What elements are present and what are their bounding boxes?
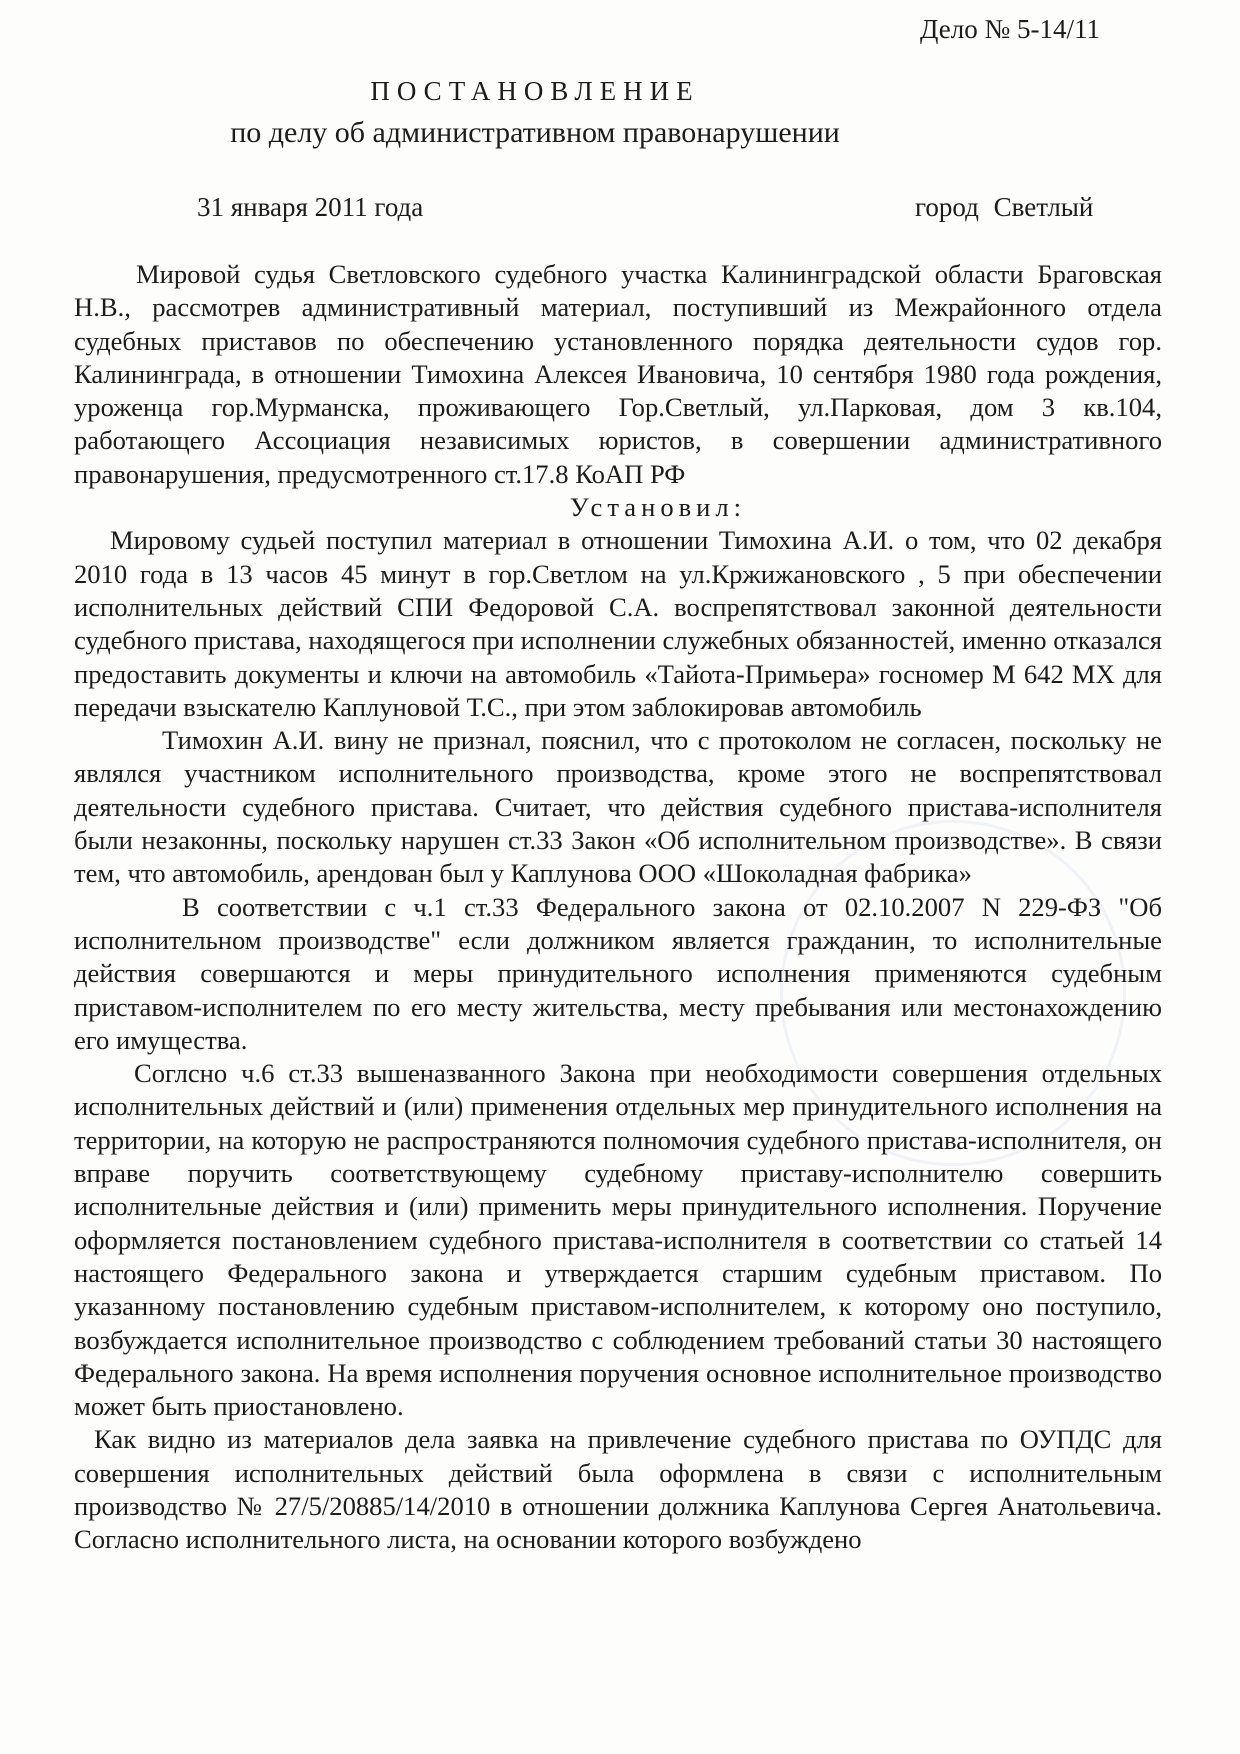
document-body xyxy=(74,258,1162,1557)
paragraph-1: Мировому судьей поступил материал в отношении Тимохина А.И. о том, что 02 декабря 2010 года в 13 часов 45 минут в гор.Светлом на ул.Кржижановского , 5 при обеспечении исполнительных действий СПИ Федоровой С.А. воспрепятствовал законной деятельности судебного пристава, находящегося при исполнении служебных обязанностей, именно отказался предоставить документы и ключи на автомобиль «Тайота-Примьера» госномер М 642 МХ для передачи взыскателю Каплуновой Т.С., при этом заблокировав автомобиль xyxy=(74,525,1162,722)
document-date: 31 января 2011 года xyxy=(197,192,424,222)
paragraph-2: Тимохин А.И. вину не признал, пояснил, что с протоколом не согласен, поскольку не являлся участником исполнительного производства, кроме этого не воспрепятствовал деятельности судебного пристава. Считает, что действия судебного пристава-исполнителя были незаконны, поскольку нарушен ст.33 Закон «Об исполнительном производстве». В связи тем, что автомобиль, арендован был у Каплунова ООО «Шоколадная фабрика» xyxy=(74,725,1162,889)
document-city: город Светлый xyxy=(915,192,1094,222)
document-subtitle: по делу об административном правонарушении xyxy=(230,116,840,149)
case-number: Дело № 5-14/11 xyxy=(920,14,1100,44)
paragraph-intro: Мировой судья Светловского судебного участка Калининградской области Браговская Н.В., рассмотрев административный материал, поступивший из Межрайонного отдела судебных приставов по обеспечению установленного порядка деятельности судов гор. Калининграда, в отношении Тимохина Алексея Ивановича, 10 сентября 1980 года рождения, уроженца гор.Мурманска, проживающего Гор.Светлый, ул.Парковая, дом 3 кв.104, работающего Ассоциация независимых юристов, в совершении административного правонарушения, предусмотренного ст.17.8 КоАП РФ xyxy=(74,259,1162,489)
paragraph-5: Как видно из материалов дела заявка на привлечение судебного пристава по ОУПДС для совершения исполнительных действий была оформлена в связи с исполнительным производство № 27/5/20885/14/2010 в отношении должника Каплунова Сергея Анатольевича. Согласно исполнительного листа, на основании которого возбуждено xyxy=(74,1424,1162,1555)
document-title: ПОСТАНОВЛЕНИЕ xyxy=(370,76,700,106)
paragraph-4: Соглсно ч.6 ст.33 вышеназванного Закона при необходимости совершения отдельных исполнительных действий и (или) применения отдельных мер принудительного исполнения на территории, на которую не распространяются полномочия судебного пристава-исполнителя, он вправе поручить соответствующему судебному приставу-исполнителю совершить исполнительные действия и (или) применить меры принудительного исполнения. Поручение оформляется постановлением судебного пристава-исполнителя в соответствии со статьей 14 настоящего Федерального закона и утверждается старшим судебным приставом. По указанному постановлению судебным приставом-исполнителем, к которому оно поступило, возбуждается исполнительное производство с соблюдением требований статьи 30 настоящего Федерального закона. На время исполнения поручения основное исполнительное производство может быть приостановлено. xyxy=(74,1058,1162,1422)
section-heading: Установил: xyxy=(569,492,747,523)
paragraph-3: В соответствии с ч.1 ст.33 Федерального закона от 02.10.2007 N 229-ФЗ "Об исполнительном производстве" если должником является гражданин, то исполнительные действия совершаются и меры принудительного исполнения применяются судебным приставом-исполнителем по его месту жительства, месту пребывания или местонахождению его имущества. xyxy=(74,891,1162,1055)
